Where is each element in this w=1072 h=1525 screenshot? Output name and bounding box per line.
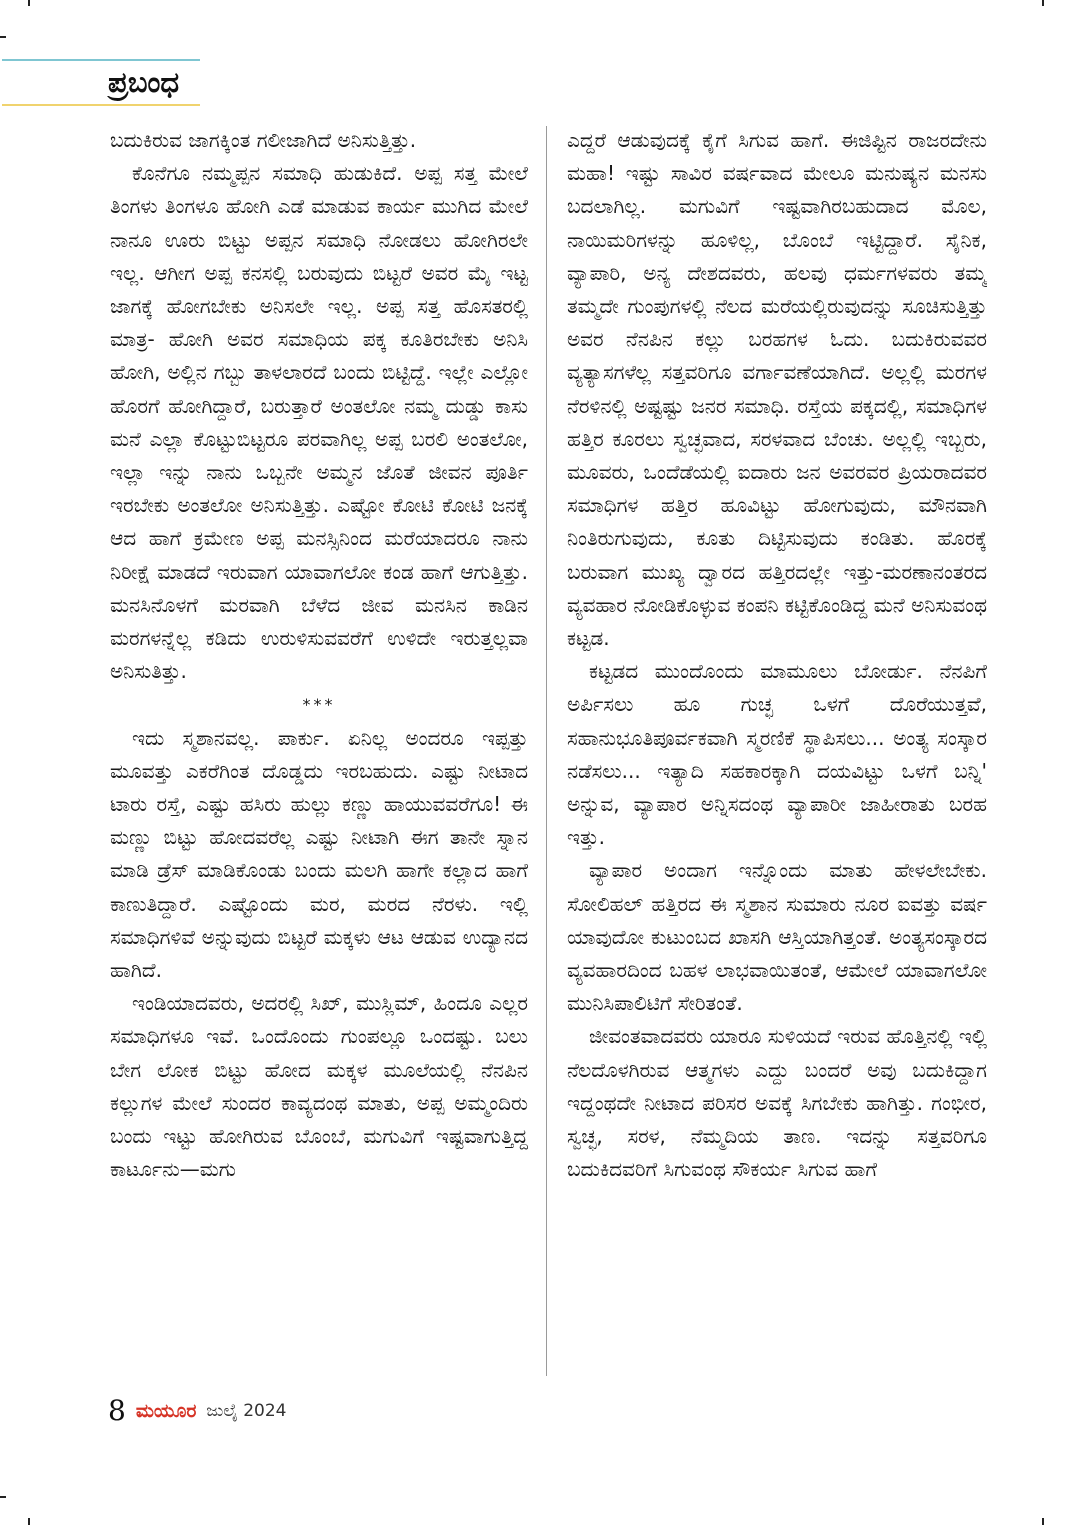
column-divider <box>546 126 547 1376</box>
paragraph: ಇದು ಸ್ಮಶಾನವಲ್ಲ. ಪಾರ್ಕು. ಏನಿಲ್ಲ ಅಂದರೂ ಇಪ್ಪತ್ತು ಮೂವತ್ತು ಎಕರೆಗಿಂತ ದೊಡ್ಡದು ಇರಬಹುದು. ಎಷ್ಟು ನೀಟಾದ ಟಾರು ರಸ್ತೆ, ಎಷ್ಟು ಹಸಿರು ಹುಲ್ಲು ಕಣ್ಣು ಹಾಯುವವರೆಗೂ! ಈ ಮಣ್ಣು ಬಿಟ್ಟು ಹೋದವರೆಲ್ಲ ಎಷ್ಟು ನೀಟಾಗಿ ಈಗ ತಾನೇ ಸ್ನಾನ ಮಾಡಿ ಡ್ರೆಸ್ ಮಾಡಿಕೊಂಡು ಬಂದು ಮಲಗಿ ಹಾಗೇ ಕಲ್ಲಾದ ಹಾಗೆ ಕಾಣುತಿದ್ದಾರೆ. ಎಷ್ಟೊಂದು ಮರ, ಮರದ ನೆರಳು. ಇಲ್ಲಿ ಸಮಾಧಿಗಳಿವೆ ಅನ್ನುವುದು ಬಿಟ್ಟರೆ ಮಕ್ಕಳು ಆಟ ಆಡುವ ಉದ್ಯಾನದ ಹಾಗಿದೆ. <box>110 725 528 983</box>
article-column-right <box>567 124 987 1380</box>
issue-date: ಜುಲೈ 2024 <box>206 1401 287 1421</box>
page-number: 8 <box>108 1394 126 1427</box>
paragraph: ವ್ಯಾಪಾರ ಅಂದಾಗ ಇನ್ನೊಂದು ಮಾತು ಹೇಳಲೇಬೇಕು. ಸೋಲಿಹಲ್ ಹತ್ತಿರದ ಈ ಸ್ಮಶಾನ ಸುಮಾರು ನೂರ ಐವತ್ತು ವರ್ಷ ಯಾವುದೋ ಕುಟುಂಬದ ಖಾಸಗಿ ಆಸ್ತಿಯಾಗಿತ್ತಂತೆ. ಅಂತ್ಯಸಂಸ್ಕಾರದ ವ್ಯವಹಾರದಿಂದ ಬಹಳ ಲಾಭವಾಯಿತಂತೆ, ಆಮೇಲೆ ಯಾವಾಗಲೋ ಮುನಿಸಿಪಾಲಿಟಿಗೆ ಸೇರಿತಂತೆ. <box>567 858 987 1016</box>
paragraph: ಇಂಡಿಯಾದವರು, ಅದರಲ್ಲಿ ಸಿಖ್, ಮುಸ್ಲಿಮ್, ಹಿಂದೂ ಎಲ್ಲರ ಸಮಾಧಿಗಳೂ ಇವೆ. ಒಂದೊಂದು ಗುಂಪಲ್ಲೂ ಒಂದಷ್ಟು. ಬಲು ಬೇಗ ಲೋಕ ಬಿಟ್ಟು ಹೋದ ಮಕ್ಕಳ ಮೂಲೆಯಲ್ಲಿ ನೆನಪಿನ ಕಲ್ಲುಗಳ ಮೇಲೆ ಸುಂದರ ಕಾವ್ಯದಂಥ ಮಾತು, ಅಪ್ಪ ಅಮ್ಮಂದಿರು ಬಂದು ಇಟ್ಟು ಹೋಗಿರುವ ಬೊಂಬೆ, ಮಗುವಿಗೆ ಇಷ್ಟವಾಗುತ್ತಿದ್ದ ಕಾರ್ಟೂನು—ಮಗು <box>110 991 528 1182</box>
article-column-left <box>110 124 528 1380</box>
crop-mark-top-right <box>1042 0 1044 6</box>
page-footer <box>108 1392 286 1430</box>
paragraph: ಕಟ್ಟಡದ ಮುಂದೊಂದು ಮಾಮೂಲು ಬೋರ್ಡು. ನೆನಪಿಗೆ ಅರ್ಪಿಸಲು ಹೂ ಗುಚ್ಛ ಒಳಗೆ ದೊರೆಯುತ್ತವೆ, ಸಹಾನುಭೂತಿಪೂರ್ವಕವಾಗಿ ಸ್ಮರಣಿಕೆ ಸ್ಥಾಪಿಸಲು... ಅಂತ್ಯ ಸಂಸ್ಕಾರ ನಡೆಸಲು... ಇತ್ಯಾದಿ ಸಹಕಾರಕ್ಕಾಗಿ ದಯವಿಟ್ಟು ಒಳಗೆ ಬನ್ನಿ' ಅನ್ನುವ, ವ್ಯಾಪಾರ ಅನ್ನಿಸದಂಥ ವ್ಯಾಪಾರೀ ಜಾಹೀರಾತು ಬರಹ ಇತ್ತು. <box>567 659 987 850</box>
paragraph: ಎದ್ದರೆ ಆಡುವುದಕ್ಕೆ ಕೈಗೆ ಸಿಗುವ ಹಾಗೆ. ಈಜಿಪ್ಟಿನ ರಾಜರದೇನು ಮಹಾ! ಇಷ್ಟು ಸಾವಿರ ವರ್ಷವಾದ ಮೇಲೂ ಮನುಷ್ಯನ ಮನಸು ಬದಲಾಗಿಲ್ಲ. ಮಗುವಿಗೆ ಇಷ್ಟವಾಗಿರಬಹುದಾದ ಮೊಲ, ನಾಯಿಮರಿಗಳನ್ನು ಹೂಳಿಲ್ಲ, ಬೊಂಬೆ ಇಟ್ಟಿದ್ದಾರೆ. ಸೈನಿಕ, ವ್ಯಾಪಾರಿ, ಅನ್ಯ ದೇಶದವರು, ಹಲವು ಧರ್ಮಗಳವರು ತಮ್ಮ ತಮ್ಮದೇ ಗುಂಪುಗಳಲ್ಲಿ ನೆಲದ ಮರೆಯಲ್ಲಿರುವುದನ್ನು ಸೂಚಿಸುತ್ತಿತ್ತು ಅವರ ನೆನಪಿನ ಕಲ್ಲು ಬರಹಗಳ ಓದು. ಬದುಕಿರುವವರ ವ್ಯತ್ಯಾಸಗಳೆಲ್ಲ ಸತ್ತವರಿಗೂ ವರ್ಗಾವಣೆಯಾಗಿದೆ. ಅಲ್ಲಲ್ಲಿ ಮರಗಳ ನೆರಳಿನಲ್ಲಿ ಅಷ್ಟಷ್ಟು ಜನರ ಸಮಾಧಿ. ರಸ್ತೆಯ ಪಕ್ಕದಲ್ಲಿ, ಸಮಾಧಿಗಳ ಹತ್ತಿರ ಕೂರಲು ಸ್ವಚ್ಛವಾದ, ಸರಳವಾದ ಬೆಂಚು. ಅಲ್ಲಲ್ಲಿ ಇಬ್ಬರು, ಮೂವರು, ಒಂದೆಡೆಯಲ್ಲಿ ಐದಾರು ಜನ ಅವರವರ ಪ್ರಿಯರಾದವರ ಸಮಾಧಿಗಳ ಹತ್ತಿರ ಹೂವಿಟ್ಟು ಹೋಗುವುದು, ಮೌನವಾಗಿ ನಿಂತಿರುಗುವುದು, ಕೂತು ದಿಟ್ಟಿಸುವುದು ಕಂಡಿತು. ಹೊರಕ್ಕೆ ಬರುವಾಗ ಮುಖ್ಯ ದ್ವಾರದ ಹತ್ತಿರದಲ್ಲೇ ಇತ್ತು-ಮರಣಾನಂತರದ ವ್ಯವಹಾರ ನೋಡಿಕೊಳ್ಳುವ ಕಂಪನಿ ಕಟ್ಟಿಕೊಂಡಿದ್ದ ಮನೆ ಅನಿಸುವಂಥ ಕಟ್ಟಡ. <box>567 128 987 651</box>
paragraph: ಬದುಕಿರುವ ಜಾಗಕ್ಕಿಂತ ಗಲೀಜಾಗಿದೆ ಅನಿಸುತ್ತಿತ್ತು. <box>110 128 417 152</box>
crop-mark-bottom-right <box>1042 1518 1044 1525</box>
paragraph: ಕೊನೆಗೂ ನಮ್ಮಪ್ಪನ ಸಮಾಧಿ ಹುಡುಕಿದೆ. ಅಪ್ಪ ಸತ್ತ ಮೇಲೆ ತಿಂಗಳು ತಿಂಗಳೂ ಹೋಗಿ ಎಡೆ ಮಾಡುವ ಕಾರ್ಯ ಮುಗಿದ ಮೇಲೆ ನಾನೂ ಊರು ಬಿಟ್ಟು ಅಪ್ಪನ ಸಮಾಧಿ ನೋಡಲು ಹೋಗಿರಲೇ ಇಲ್ಲ. ಆಗೀಗ ಅಪ್ಪ ಕನಸಲ್ಲಿ ಬರುವುದು ಬಿಟ್ಟರೆ ಅವರ ಮೈ ಇಟ್ಟ ಜಾಗಕ್ಕೆ ಹೋಗಬೇಕು ಅನಿಸಲೇ ಇಲ್ಲ. ಅಪ್ಪ ಸತ್ತ ಹೊಸತರಲ್ಲಿ ಮಾತ್ರ- ಹೋಗಿ ಅವರ ಸಮಾಧಿಯ ಪಕ್ಕ ಕೂತಿರಬೇಕು ಅನಿಸಿ ಹೋಗಿ, ಅಲ್ಲಿನ ಗಬ್ಬು ತಾಳಲಾರದೆ ಬಂದು ಬಿಟ್ಟಿದ್ದೆ. ಇಲ್ಲೇ ಎಲ್ಲೋ ಹೊರಗೆ ಹೋಗಿದ್ದಾರೆ, ಬರುತ್ತಾರೆ ಅಂತಲೋ ನಮ್ಮ ದುಡ್ಡು ಕಾಸು ಮನೆ ಎಲ್ಲಾ ಕೊಟ್ಟುಬಿಟ್ಟರೂ ಪರವಾಗಿಲ್ಲ ಅಪ್ಪ ಬರಲಿ ಅಂತಲೋ, ಇಲ್ಲಾ ಇನ್ನು ನಾನು ಒಬ್ಬನೇ ಅಮ್ಮನ ಜೊತೆ ಜೀವನ ಪೂರ್ತಿ ಇರಬೇಕು ಅಂತಲೋ ಅನಿಸುತ್ತಿತ್ತು. ಎಷ್ಟೋ ಕೋಟಿ ಕೋಟಿ ಜನಕ್ಕೆ ಆದ ಹಾಗೆ ಕ್ರಮೇಣ ಅಪ್ಪ ಮನಸ್ಸಿನಿಂದ ಮರೆಯಾದರೂ ನಾನು ನಿರೀಕ್ಷೆ ಮಾಡದೆ ಇರುವಾಗ ಯಾವಾಗಲೋ ಕಂಡ ಹಾಗೆ ಆಗುತ್ತಿತ್ತು. ಮನಸಿನೊಳಗೆ ಮರವಾಗಿ ಬೆಳೆದ ಜೀವ ಮನಸಿನ ಕಾಡಿನ ಮರಗಳನ್ನೆಲ್ಲ ಕಡಿದು ಉರುಳಿಸುವವರೆಗೆ ಉಳಿದೇ ಇರುತ್ತಲ್ಲವಾ ಅನಿಸುತಿತ್ತು. <box>110 161 528 684</box>
section-separator: *** <box>302 695 336 715</box>
crop-mark-top-left-side <box>0 36 6 38</box>
section-title: ಪ್ರಬಂಧ <box>108 65 180 99</box>
paragraph: ಜೀವಂತವಾದವರು ಯಾರೂ ಸುಳಿಯದೆ ಇರುವ ಹೊತ್ತಿನಲ್ಲಿ ಇಲ್ಲಿ ನೆಲದೊಳಗಿರುವ ಆತ್ಮಗಳು ಎದ್ದು ಬಂದರೆ ಅವು ಬದುಕಿದ್ದಾಗ ಇದ್ದಂಥದೇ ನೀಟಾದ ಪರಿಸರ ಅವಕ್ಕೆ ಸಿಗಬೇಕು ಹಾಗಿತ್ತು. ಗಂಭೀರ, ಸ್ವಚ್ಛ, ಸರಳ, ನೆಮ್ಮದಿಯ ತಾಣ. ಇದನ್ನು ಸತ್ತವರಿಗೂ ಬದುಕಿದವರಿಗೆ ಸಿಗುವಂಥ ಸೌಕರ್ಯ ಸಿಗುವ ಹಾಗೆ <box>567 1024 987 1182</box>
crop-mark-bottom-left <box>28 1518 30 1525</box>
header-bottom-rule <box>2 104 200 106</box>
crop-mark-bottom-left-side <box>0 1496 6 1498</box>
crop-mark-top-left <box>28 0 30 6</box>
magazine-logo: ಮಯೂರ <box>135 1400 197 1422</box>
header-top-rule <box>2 59 200 61</box>
